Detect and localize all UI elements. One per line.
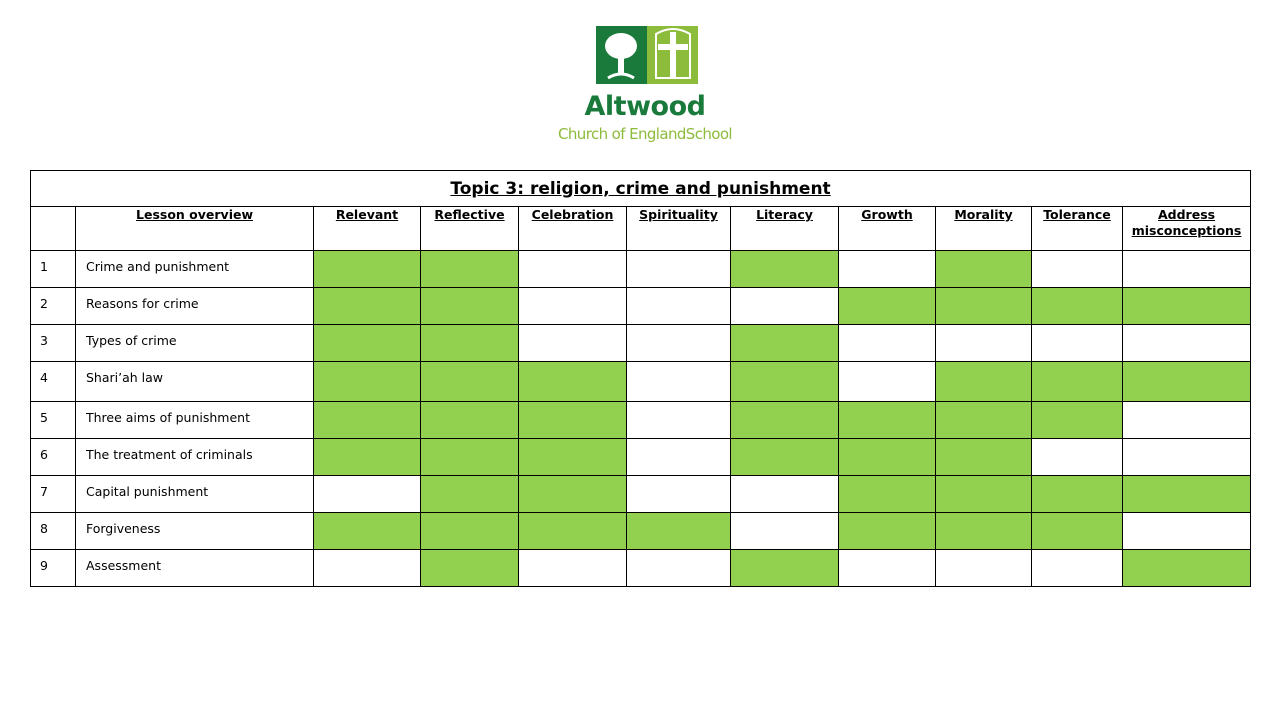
mark-cell-filled — [731, 362, 839, 402]
table-row — [31, 288, 1251, 325]
mark-cell-empty — [627, 402, 731, 439]
mark-cell-filled — [421, 550, 519, 587]
mark-cell-filled — [731, 439, 839, 476]
mark-cell-empty — [627, 550, 731, 587]
mark-cell-filled — [839, 439, 936, 476]
table-row — [31, 476, 1251, 513]
table-row — [31, 513, 1251, 550]
mark-cell-filled — [519, 402, 627, 439]
mark-cell-filled — [1032, 288, 1123, 325]
school-name: Altwood — [584, 91, 706, 122]
mark-cell-empty — [839, 550, 936, 587]
school-logo — [545, 24, 745, 150]
lesson-number: 1 — [31, 251, 76, 288]
mark-cell-empty — [1123, 513, 1251, 550]
mark-cell-empty — [627, 325, 731, 362]
mark-cell-empty — [627, 476, 731, 513]
lesson-title: Reasons for crime — [76, 288, 314, 325]
mark-cell-filled — [519, 439, 627, 476]
mark-cell-filled — [314, 325, 421, 362]
mark-cell-empty — [936, 550, 1032, 587]
lesson-title: Assessment — [76, 550, 314, 587]
mark-cell-filled — [314, 439, 421, 476]
header-lesson-overview: Lesson overview — [76, 207, 314, 251]
header-reflective: Reflective — [421, 207, 519, 251]
mark-cell-filled — [839, 402, 936, 439]
mark-cell-empty — [1123, 439, 1251, 476]
mark-cell-filled — [936, 439, 1032, 476]
lesson-title: Capital punishment — [76, 476, 314, 513]
lesson-number: 5 — [31, 402, 76, 439]
lesson-title: Crime and punishment — [76, 251, 314, 288]
lesson-title: Forgiveness — [76, 513, 314, 550]
mark-cell-filled — [731, 251, 839, 288]
mark-cell-filled — [519, 362, 627, 402]
lesson-number: 7 — [31, 476, 76, 513]
mark-cell-filled — [421, 439, 519, 476]
lesson-title: Types of crime — [76, 325, 314, 362]
mark-cell-filled — [314, 288, 421, 325]
mark-cell-filled — [936, 362, 1032, 402]
header-address-misconceptions: Address misconceptions — [1123, 207, 1251, 251]
mark-cell-filled — [731, 550, 839, 587]
mark-cell-filled — [421, 513, 519, 550]
lesson-number: 2 — [31, 288, 76, 325]
mark-cell-filled — [314, 251, 421, 288]
mark-cell-empty — [1123, 325, 1251, 362]
mark-cell-empty — [1123, 251, 1251, 288]
mark-cell-filled — [627, 513, 731, 550]
mark-cell-empty — [519, 288, 627, 325]
header-relevant: Relevant — [314, 207, 421, 251]
mark-cell-filled — [314, 402, 421, 439]
mark-cell-empty — [314, 476, 421, 513]
mark-cell-empty — [839, 362, 936, 402]
mark-cell-filled — [314, 362, 421, 402]
mark-cell-filled — [421, 476, 519, 513]
mark-cell-filled — [1123, 550, 1251, 587]
mark-cell-filled — [519, 476, 627, 513]
header-tolerance: Tolerance — [1032, 207, 1123, 251]
mark-cell-filled — [936, 288, 1032, 325]
mark-cell-empty — [627, 251, 731, 288]
mark-cell-filled — [936, 251, 1032, 288]
mark-cell-empty — [731, 476, 839, 513]
mark-cell-filled — [1123, 288, 1251, 325]
lesson-table — [30, 170, 1251, 587]
table-row — [31, 550, 1251, 587]
mark-cell-filled — [1032, 476, 1123, 513]
lesson-number: 3 — [31, 325, 76, 362]
mark-cell-filled — [421, 325, 519, 362]
mark-cell-empty — [731, 513, 839, 550]
mark-cell-filled — [519, 513, 627, 550]
mark-cell-empty — [1032, 251, 1123, 288]
mark-cell-empty — [1032, 550, 1123, 587]
lesson-number: 8 — [31, 513, 76, 550]
mark-cell-empty — [519, 325, 627, 362]
mark-cell-filled — [421, 251, 519, 288]
header-celebration: Celebration — [519, 207, 627, 251]
header-number — [31, 207, 76, 251]
table-title: Topic 3: religion, crime and punishment — [31, 171, 1251, 207]
table-row — [31, 439, 1251, 476]
lesson-title: Shari’ah law — [76, 362, 314, 402]
mark-cell-empty — [627, 288, 731, 325]
header-literacy: Literacy — [731, 207, 839, 251]
header-growth: Growth — [839, 207, 936, 251]
table-row — [31, 251, 1251, 288]
lesson-number: 4 — [31, 362, 76, 402]
table-row — [31, 362, 1251, 402]
mark-cell-filled — [731, 325, 839, 362]
lesson-title: Three aims of punishment — [76, 402, 314, 439]
logo-emblem — [596, 26, 698, 84]
mark-cell-empty — [627, 362, 731, 402]
mark-cell-filled — [1032, 402, 1123, 439]
table-row — [31, 402, 1251, 439]
mark-cell-filled — [421, 402, 519, 439]
mark-cell-empty — [519, 251, 627, 288]
mark-cell-empty — [731, 288, 839, 325]
table-row — [31, 325, 1251, 362]
mark-cell-empty — [936, 325, 1032, 362]
mark-cell-filled — [421, 362, 519, 402]
mark-cell-empty — [1032, 325, 1123, 362]
lesson-number: 9 — [31, 550, 76, 587]
mark-cell-filled — [936, 402, 1032, 439]
mark-cell-filled — [1123, 476, 1251, 513]
lesson-number: 6 — [31, 439, 76, 476]
mark-cell-filled — [936, 513, 1032, 550]
header-morality: Morality — [936, 207, 1032, 251]
mark-cell-empty — [839, 325, 936, 362]
mark-cell-empty — [627, 439, 731, 476]
mark-cell-filled — [421, 288, 519, 325]
lesson-title: The treatment of criminals — [76, 439, 314, 476]
mark-cell-empty — [1123, 402, 1251, 439]
mark-cell-filled — [1032, 362, 1123, 402]
mark-cell-filled — [839, 513, 936, 550]
mark-cell-empty — [519, 550, 627, 587]
mark-cell-filled — [839, 288, 936, 325]
mark-cell-filled — [839, 476, 936, 513]
header-row — [31, 207, 1251, 251]
school-subtitle: Church of EnglandSchool — [558, 125, 732, 143]
mark-cell-empty — [314, 550, 421, 587]
mark-cell-filled — [1123, 362, 1251, 402]
mark-cell-empty — [1032, 439, 1123, 476]
mark-cell-empty — [839, 251, 936, 288]
mark-cell-filled — [731, 402, 839, 439]
mark-cell-filled — [1032, 513, 1123, 550]
mark-cell-filled — [314, 513, 421, 550]
mark-cell-filled — [936, 476, 1032, 513]
header-spirituality: Spirituality — [627, 207, 731, 251]
